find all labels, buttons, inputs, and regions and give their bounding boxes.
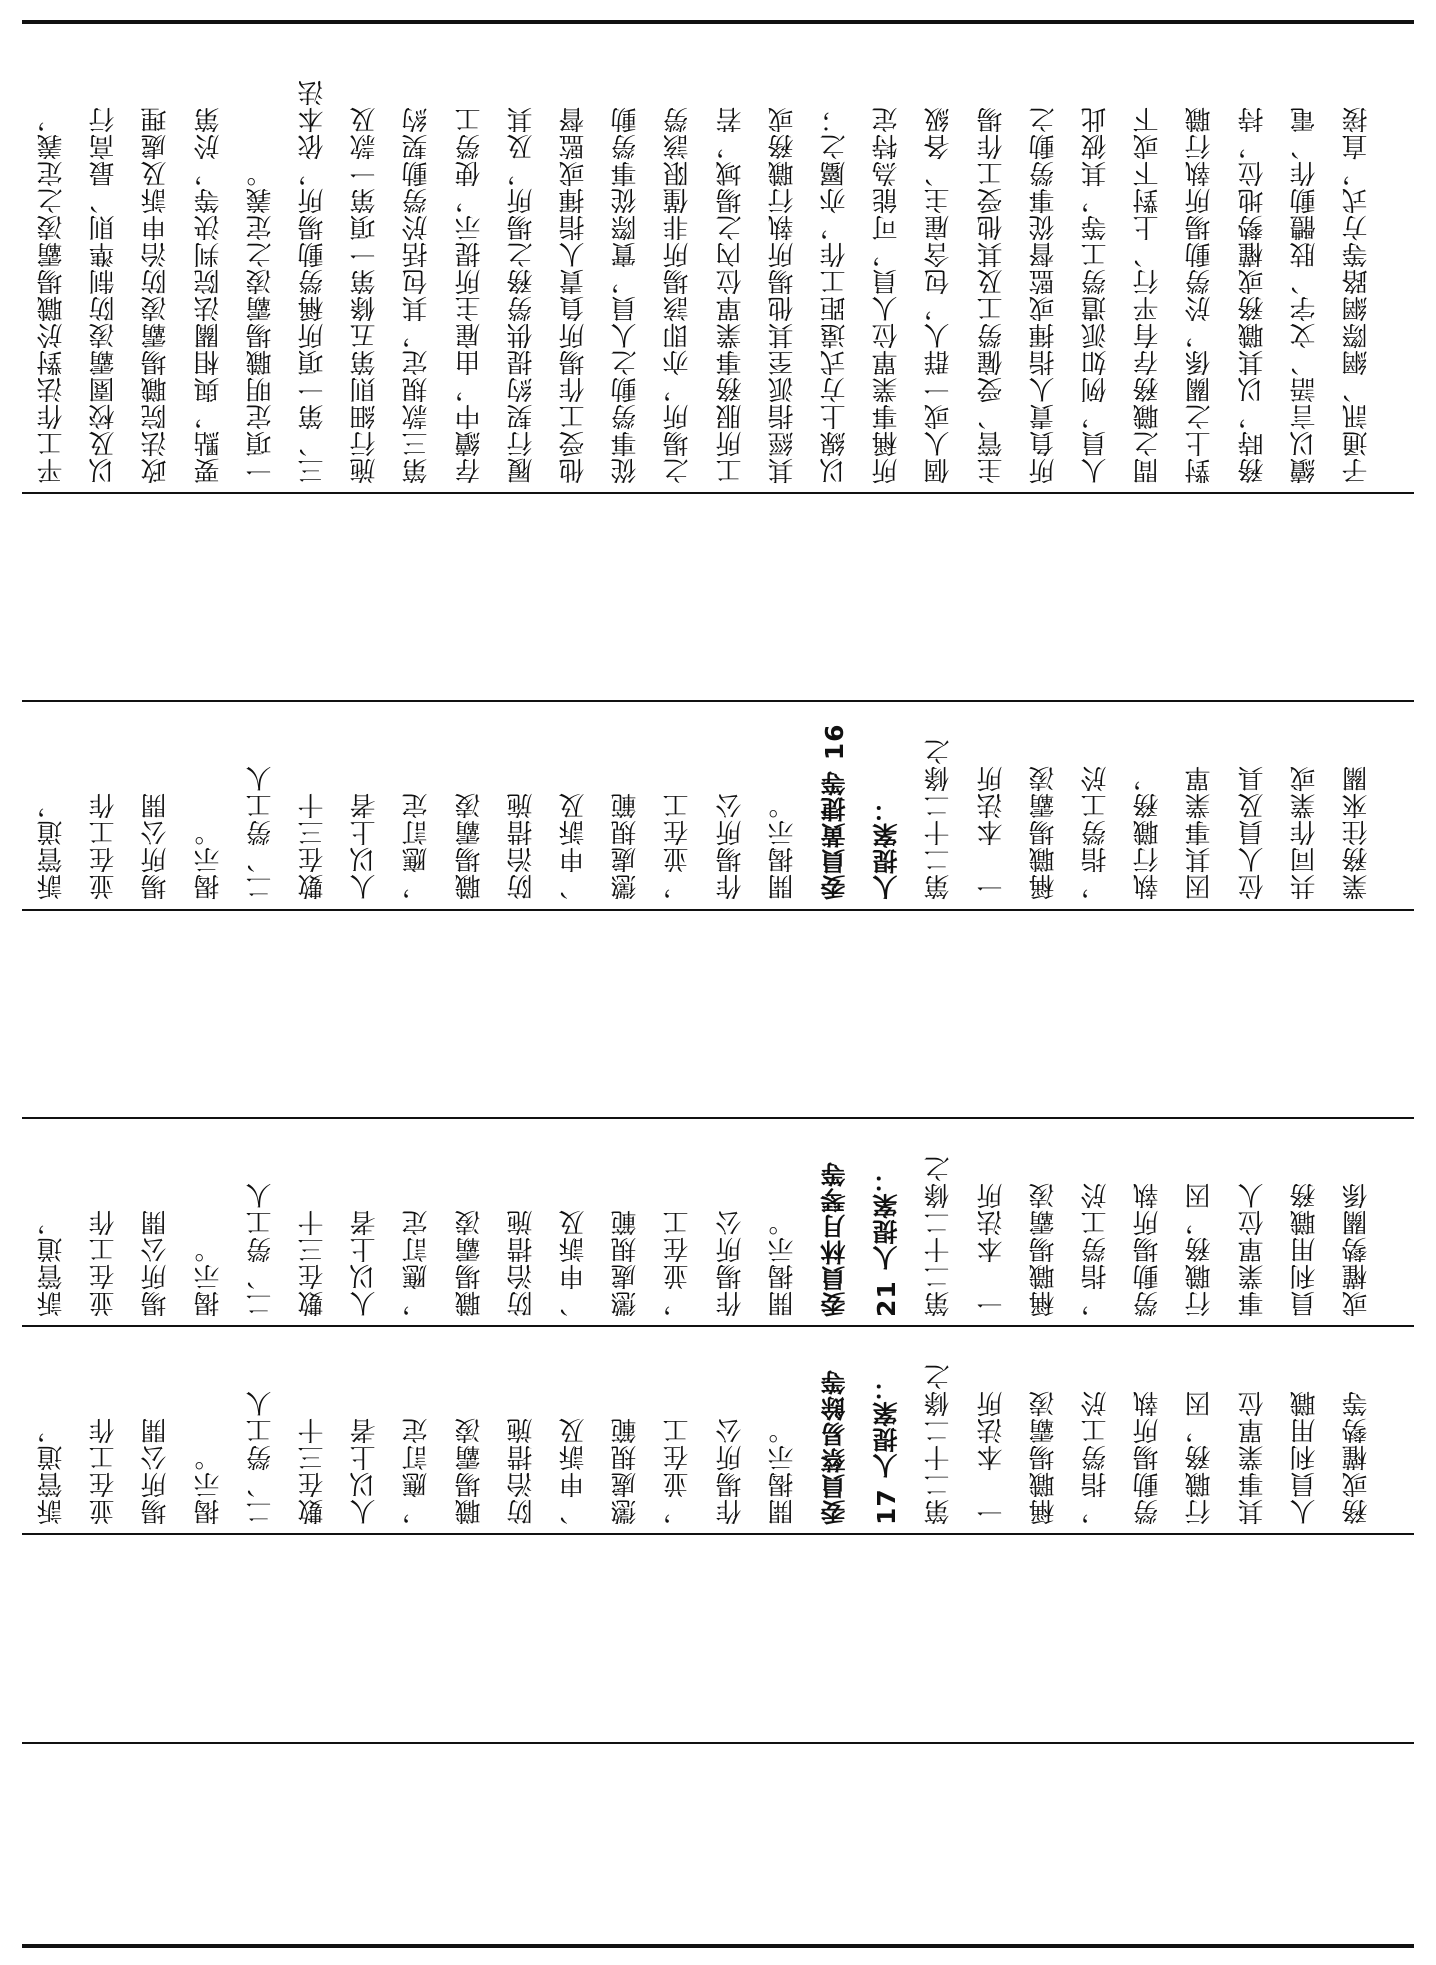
text-line: 主管、受僱勞工及其他受工作場: [976, 106, 1007, 484]
text-line: 職場霸凌: [454, 792, 485, 900]
heading-line: 委員黃捷等 16: [820, 723, 849, 900]
heading-line: 17 人提案：: [872, 1374, 902, 1525]
text-line: 一 本法所: [976, 765, 1007, 900]
rule-5: [22, 1325, 1414, 1327]
text-line: 間之職務存有平行、上對下或下: [1133, 106, 1164, 484]
text-line: 履行契約提供勞務之場所，及其: [506, 106, 537, 484]
text-line: 人員，例如派遣勞工等，其彼此: [1081, 106, 1111, 484]
text-line: 要點，與相關法院判決等，於第: [193, 106, 224, 484]
text-line: 一 本法所: [976, 1182, 1007, 1317]
text-line: 作場所公: [715, 1417, 746, 1525]
text-line: 揭示。: [193, 1236, 224, 1317]
text-line: ，應訂定: [402, 792, 433, 900]
heading-line: 人提案：: [872, 796, 902, 900]
text-line: 作場所公: [715, 1209, 746, 1317]
text-line: 其事業單位: [1237, 1390, 1268, 1525]
text-line: ，應訂定: [402, 1209, 433, 1317]
text-line: 施行細則第五條第一項第一款及: [350, 106, 381, 484]
text-line: 勞動場所執: [1133, 1182, 1164, 1317]
text-line: 人以上者: [350, 792, 381, 900]
heading-line: 委員蔡易餘等: [820, 1369, 849, 1525]
text-line: 懲處規範: [611, 792, 642, 900]
text-line: 子通訊、網際網路等方式，直接: [1342, 106, 1372, 484]
text-line: 務時，以其職務或權勢地位，持: [1237, 106, 1268, 484]
text-line: 防治措施: [506, 1417, 537, 1525]
text-line: 行職務，因: [1185, 1182, 1216, 1317]
rule-2: [22, 700, 1414, 702]
text-line: 數在三十: [298, 1417, 328, 1525]
text-line: 對上之關係，於勞動場所執行職: [1185, 106, 1216, 484]
text-line: 並在工作: [89, 1417, 120, 1525]
text-line: 以及校園霸凌防制準則、最高行: [89, 106, 120, 484]
text-line: 第二十二條之: [924, 738, 955, 900]
text-line: 二、勞工人: [245, 765, 276, 900]
text-line: 人以上者: [350, 1209, 381, 1317]
text-line: 、申訴及: [559, 792, 589, 900]
section-explanation: [36, 30, 1400, 488]
text-line: ，指勞工於: [1081, 1390, 1111, 1525]
text-line: 續以言語、文字、肢體動作、電: [1289, 106, 1320, 484]
text-line: 第二十二條之: [924, 1363, 955, 1525]
text-line: 政法院職場霸凌防治申訴及處理: [141, 106, 172, 484]
text-line: 一項定明職場霸凌之定義。: [245, 160, 276, 484]
rule-bottom: [22, 1944, 1414, 1948]
rule-top: [22, 20, 1414, 24]
text-line: 第二十二條之: [924, 1155, 955, 1317]
text-line: ，指勞工於: [1081, 765, 1111, 900]
text-line: 平工作法對於職場霸凌之定義，: [37, 106, 67, 484]
text-line: 一 本法所: [976, 1390, 1007, 1525]
text-line: 人員利用職: [1289, 1390, 1320, 1525]
text-line: 勞動場所執: [1133, 1390, 1164, 1525]
text-line: 職場霸凌: [454, 1417, 485, 1525]
text-line: 場所公開: [141, 792, 172, 900]
text-line: ，應訂定: [402, 1417, 433, 1525]
text-line: 二、勞工人: [245, 1182, 276, 1317]
text-line: 稱職場霸凌: [1028, 1182, 1059, 1317]
text-line: 務或權勢等: [1342, 1390, 1372, 1525]
text-line: 個人或一群人，包含雇主、各級: [924, 106, 955, 484]
text-line: 揭示。: [193, 819, 224, 900]
text-line: 開揭示。: [767, 1417, 798, 1525]
text-line: 懲處規範: [611, 1417, 642, 1525]
text-line: 二、勞工人: [245, 1390, 276, 1525]
text-line: 之場所，亦即該場所非僅限該勞: [663, 106, 694, 484]
text-line: 其經指派至其他場所執行職務或: [767, 106, 798, 484]
text-line: 職場霸凌: [454, 1209, 485, 1317]
text-line: 從事勞動之人員，實際從事勞動: [611, 106, 642, 484]
section-empty-3: [36, 1537, 1400, 1737]
text-line: ，並在工: [663, 792, 694, 900]
section-empty-1: [36, 496, 1400, 696]
rule-6: [22, 1533, 1414, 1535]
section-tsai: [36, 1329, 1400, 1529]
text-line: 、申訴及: [559, 1417, 589, 1525]
rule-3: [22, 909, 1414, 911]
text-line: 場所公開: [141, 1417, 172, 1525]
text-line: 懲處規範: [611, 1209, 642, 1317]
text-line: 所稱事業單位人員，可能為特定: [872, 106, 903, 484]
heading-line: 委員林月琴等: [820, 1161, 849, 1317]
text-line: 防治措施: [506, 792, 537, 900]
text-line: 訴管道，: [37, 792, 67, 900]
text-line: 以線上方式遠距工作，亦屬之；: [820, 106, 850, 484]
text-line: 所負責人指揮或監督從事勞動之: [1028, 106, 1059, 484]
text-line: 三、第一項所稱勞動場所，依本法: [298, 79, 328, 484]
text-line: 場所公開: [141, 1209, 172, 1317]
text-line: 他受工作場所負責人指揮或監督: [559, 106, 589, 484]
section-lin: [36, 1121, 1400, 1321]
section-empty-2: [36, 912, 1400, 1112]
rule-1: [22, 492, 1414, 494]
text-line: 事業單位人: [1237, 1182, 1268, 1317]
text-line: 開揭示。: [767, 1209, 798, 1317]
text-line: 第三款規定，其包括於勞動契約: [402, 106, 433, 484]
text-line: ，並在工: [663, 1209, 694, 1317]
text-line: 工所服務事業單位內之場域，若: [715, 106, 746, 484]
rule-7: [22, 1742, 1414, 1744]
text-line: 作場所公: [715, 792, 746, 900]
text-line: 、申訴及: [559, 1209, 589, 1317]
text-line: 並在工作: [89, 792, 120, 900]
text-line: 數在三十: [298, 1209, 328, 1317]
text-line: 揭示。: [193, 1444, 224, 1525]
text-line: 稱職場霸凌: [1028, 765, 1059, 900]
text-line: 共同作業或: [1289, 765, 1320, 900]
heading-line: 21 人提案：: [872, 1166, 902, 1317]
text-line: 訴管道，: [37, 1209, 67, 1317]
text-line: ，並在工: [663, 1417, 694, 1525]
text-line: 業務往來關: [1342, 765, 1372, 900]
text-line: 並在工作: [89, 1209, 120, 1317]
text-line: 數在三十: [298, 792, 328, 900]
text-line: 存續中，由雇主所提示，使勞工: [454, 106, 485, 484]
text-line: 訴管道，: [37, 1417, 67, 1525]
text-line: 開揭示。: [767, 792, 798, 900]
text-line: 位人員及具: [1237, 765, 1268, 900]
text-line: 行職務，因: [1185, 1390, 1216, 1525]
rule-4: [22, 1117, 1414, 1119]
text-line: 執行職務，: [1133, 765, 1164, 900]
text-line: 或權勢關係: [1342, 1182, 1372, 1317]
text-line: 防治措施: [506, 1209, 537, 1317]
text-line: 員利用職務: [1289, 1182, 1320, 1317]
text-line: 人以上者: [350, 1417, 381, 1525]
text-line: 稱職場霸凌: [1028, 1390, 1059, 1525]
text-line: ，指勞工於: [1081, 1182, 1111, 1317]
section-huang: [36, 704, 1400, 904]
text-line: 因其事業單: [1185, 765, 1216, 900]
